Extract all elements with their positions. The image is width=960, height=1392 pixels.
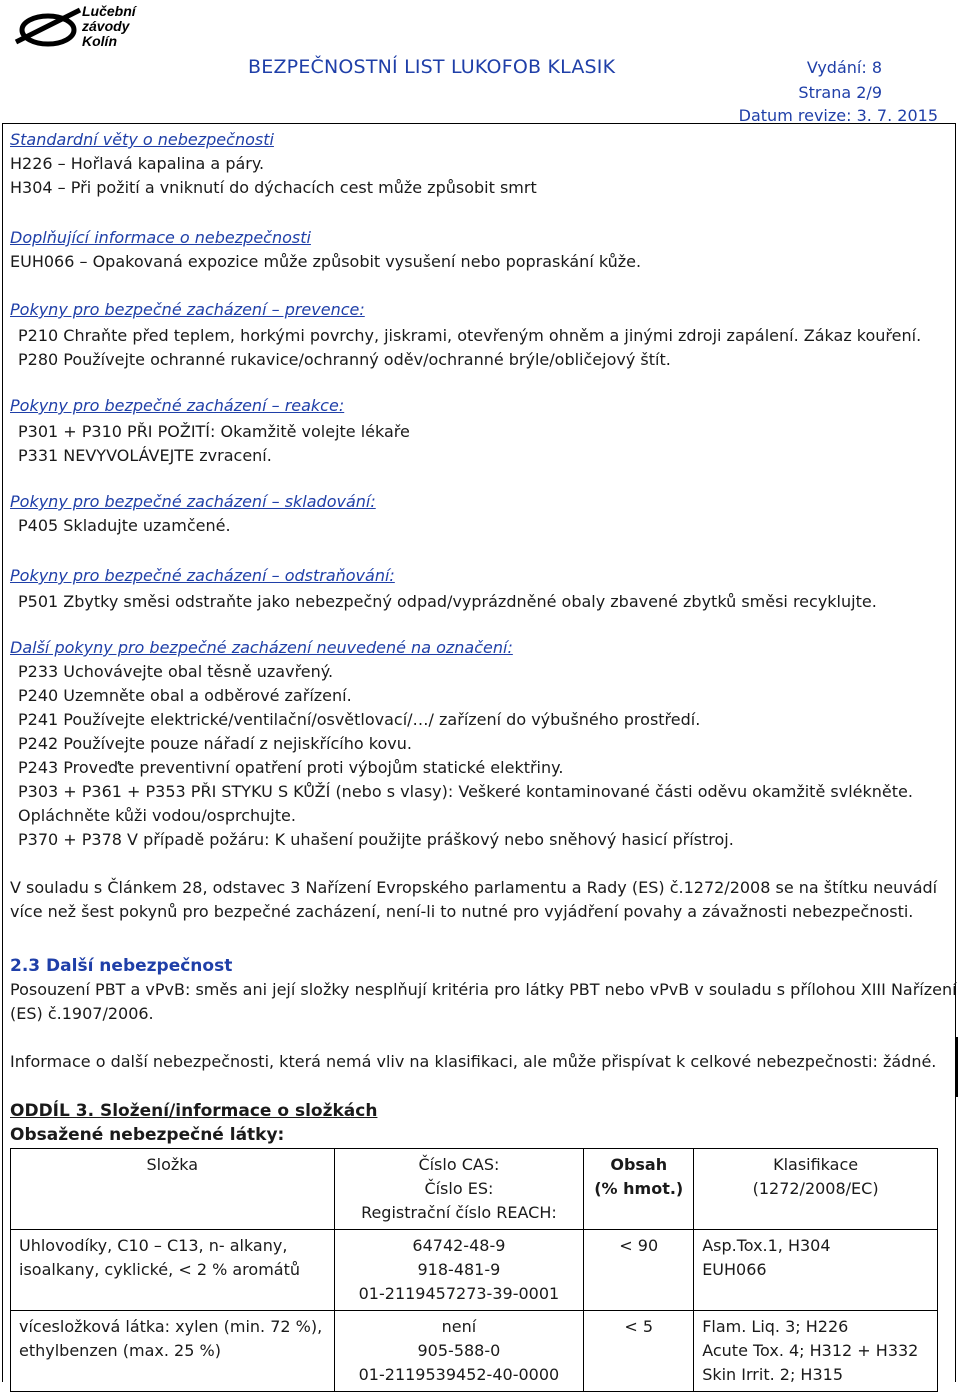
regulation-note-line: více než šest pokynů pro bezpečné zacházení, není-li to nutné pro vyjádření povahy a závažnosti nebezpečnosti.	[10, 902, 914, 921]
document-title: BEZPEČNOSTNÍ LIST LUKOFOB KLASIK	[248, 56, 616, 78]
classification-line: Flam. Liq. 3; H226	[702, 1317, 849, 1336]
cell-cas	[334, 1230, 584, 1311]
hazard-line: H304 – Při požití a vniknutí do dýchacích cest může způsobit smrt	[10, 178, 537, 197]
header-content-line: Obsah	[610, 1155, 668, 1174]
header-classification	[694, 1149, 938, 1230]
reach-number: 01-2119539452-40-0000	[358, 1365, 560, 1384]
revision-date: Datum revize: 3. 7. 2015	[738, 106, 938, 125]
supplementary-title: Doplňující informace o nebezpečnosti	[10, 228, 311, 247]
logo-line-1: Lučební	[82, 3, 136, 19]
component-line: Uhlovodíky, C10 – C13, n- alkany,	[19, 1236, 288, 1255]
content-value: < 5	[624, 1317, 654, 1336]
header-classification-line: (1272/2008/EC)	[752, 1179, 879, 1198]
cell-content	[584, 1311, 694, 1392]
cell-classification	[694, 1230, 938, 1311]
header-content-line: (% hmot.)	[594, 1179, 684, 1198]
other-precautions-title: Další pokyny pro bezpečné zacházení neuvedené na označení:	[10, 638, 513, 657]
standard-phrases-title: Standardní věty o nebezpečnosti	[10, 130, 274, 149]
section-2-3	[10, 954, 957, 1074]
cell-cas	[334, 1311, 584, 1392]
cell-classification	[694, 1311, 938, 1392]
section-3-subtitle: Obsažené nebezpečné látky:	[10, 1125, 285, 1145]
other-hazards-line: Informace o další nebezpečnosti, která nemá vliv na klasifikaci, ale může přispívat k celkové nebezpečnosti: žádné.	[10, 1052, 937, 1071]
precaution-line: Opláchněte kůži vodou/osprchujte.	[18, 806, 296, 825]
supplementary-line: EUH066 – Opakovaná expozice může způsobit vysušení nebo popraskání kůže.	[10, 252, 642, 271]
section-2-3-title: 2.3 Další nebezpečnost	[10, 956, 233, 976]
table-header-row	[11, 1149, 938, 1230]
section-3-title: ODDÍL 3. Složení/informace o složkách	[10, 1101, 378, 1121]
prevention-title: Pokyny pro bezpečné zacházení – prevence:	[10, 300, 365, 319]
classification-line: Skin Irrit. 2; H315	[702, 1365, 843, 1384]
standard-phrases-block	[10, 128, 946, 200]
storage-title: Pokyny pro bezpečné zacházení – skladování:	[10, 492, 376, 511]
es-number: 918-481-9	[417, 1260, 501, 1279]
regulation-note	[10, 876, 946, 924]
pbt-line: Posouzení PBT a vPvB: směs ani její složky nesplňují kritéria pro látky PBT nebo vPvB v souladu s přílohou XIII Nařízení	[10, 980, 957, 999]
cell-component	[11, 1230, 335, 1311]
logo-line-2: závody	[82, 18, 130, 34]
other-precautions-block	[10, 636, 946, 852]
precaution-line: P501 Zbytky směsi odstraňte jako nebezpečný odpad/vyprázdněné obaly zbavené zbytků směsi recyklujte.	[18, 592, 877, 611]
storage-block	[10, 490, 946, 538]
es-number: 905-588-0	[417, 1341, 501, 1360]
response-block	[10, 394, 946, 468]
edition-label: Vydání: 8	[806, 58, 882, 77]
precaution-line: P301 + P310 PŘI POŽITÍ: Okamžitě volejte lékaře	[18, 422, 410, 441]
prevention-block	[10, 298, 946, 372]
pbt-line: (ES) č.1907/2006.	[10, 1004, 154, 1023]
company-logo	[10, 0, 145, 60]
classification-line: Asp.Tox.1, H304	[702, 1236, 831, 1255]
section-3	[10, 1099, 946, 1147]
precaution-line: P233 Uchovávejte obal těsně uzavřený.	[18, 662, 334, 681]
response-title: Pokyny pro bezpečné zacházení – reakce:	[10, 396, 345, 415]
content-value: < 90	[619, 1236, 659, 1255]
classification-line: EUH066	[702, 1260, 767, 1279]
table-row	[11, 1311, 938, 1392]
header-cas-line: Číslo CAS:	[418, 1155, 500, 1174]
cell-content	[584, 1230, 694, 1311]
precaution-line: P370 + P378 V případě požáru: K uhašení použijte práškový nebo sněhový hasicí přístroj.	[18, 830, 734, 849]
precaution-line: P242 Používejte pouze nářadí z nejiskřícího kovu.	[18, 734, 412, 753]
precaution-line: P405 Skladujte uzamčené.	[18, 516, 231, 535]
supplementary-block	[10, 226, 946, 274]
header-cas-line: Číslo ES:	[424, 1179, 494, 1198]
disposal-block	[10, 564, 946, 614]
table-row	[11, 1230, 938, 1311]
cell-component	[11, 1311, 335, 1392]
header-component-label: Složka	[146, 1155, 199, 1174]
header-cas	[334, 1149, 584, 1230]
component-line: isoalkany, cyklické, < 2 % aromátů	[19, 1260, 300, 1279]
disposal-title: Pokyny pro bezpečné zacházení – odstraňování:	[10, 566, 395, 585]
precaution-line: P240 Uzemněte obal a odběrové zařízení.	[18, 686, 352, 705]
header-cas-line: Registrační číslo REACH:	[361, 1203, 557, 1222]
component-line: vícesložková látka: xylen (min. 72 %),	[19, 1317, 323, 1336]
cas-number: není	[441, 1317, 477, 1336]
precaution-line: P280 Používejte ochranné rukavice/ochranný oděv/ochranné brýle/obličejový štít.	[18, 350, 671, 369]
header-classification-line: Klasifikace	[773, 1155, 859, 1174]
precaution-line: P241 Používejte elektrické/ventilační/osvětlovací/…/ zařízení do výbušného prostředí.	[18, 710, 701, 729]
header-component	[11, 1149, 335, 1230]
precaution-line: P243 Proveďte preventivní opatření proti výbojům statické elektřiny.	[18, 758, 564, 777]
header-content	[584, 1149, 694, 1230]
precaution-line: P210 Chraňte před teplem, horkými povrchy, jiskrami, otevřeným ohněm a jinými zdroji zapálení. Zákaz kouření.	[18, 326, 922, 345]
cas-number: 64742-48-9	[412, 1236, 506, 1255]
regulation-note-line: V souladu s Článkem 28, odstavec 3 Nařízení Evropského parlamentu a Rady (ES) č.1272/2008 se na štítku neuvádí	[10, 878, 938, 897]
hazard-line: H226 – Hořlavá kapalina a páry.	[10, 154, 265, 173]
reach-number: 01-2119457273-39-0001	[358, 1284, 560, 1303]
composition-table	[10, 1148, 938, 1392]
classification-line: Acute Tox. 4; H312 + H332	[702, 1341, 919, 1360]
page-number: Strana 2/9	[798, 83, 882, 102]
change-bar	[956, 1037, 958, 1097]
precaution-line: P303 + P361 + P353 PŘI STYKU S KŮŽÍ (nebo s vlasy): Veškeré kontaminované části oděvu okamžitě svlékněte.	[18, 782, 913, 801]
component-line: ethylbenzen (max. 25 %)	[19, 1341, 221, 1360]
logo-line-3: Kolín	[82, 33, 117, 49]
precaution-line: P331 NEVYVOLÁVEJTE zvracení.	[18, 446, 272, 465]
